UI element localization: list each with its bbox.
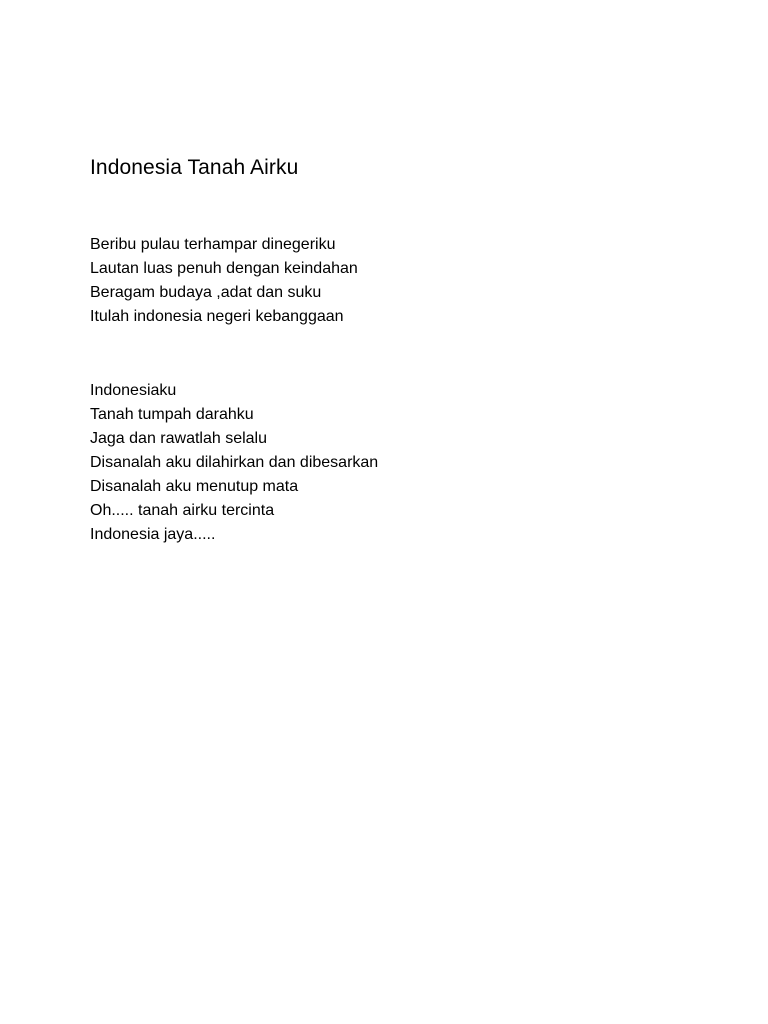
stanza-line: Disanalah aku menutup mata — [90, 478, 299, 495]
stanza-line: Indonesia jaya..... — [90, 526, 216, 543]
stanza-line: Disanalah aku dilahirkan dan dibesarkan — [90, 454, 379, 471]
document-title: Indonesia Tanah Airku — [90, 156, 299, 179]
stanza-line: Oh..... tanah airku tercinta — [90, 502, 275, 519]
stanza-1 — [90, 233, 358, 329]
stanza-line: Lautan luas penuh dengan keindahan — [90, 260, 358, 277]
stanza-line: Tanah tumpah darahku — [90, 406, 254, 423]
stanza-line: Beragam budaya ,adat dan suku — [90, 284, 322, 301]
stanza-line: Itulah indonesia negeri kebanggaan — [90, 308, 344, 325]
stanza-2 — [90, 379, 378, 547]
stanza-line: Jaga dan rawatlah selalu — [90, 430, 268, 447]
stanza-line: Beribu pulau terhampar dinegeriku — [90, 236, 336, 253]
stanza-line: Indonesiaku — [90, 382, 177, 399]
